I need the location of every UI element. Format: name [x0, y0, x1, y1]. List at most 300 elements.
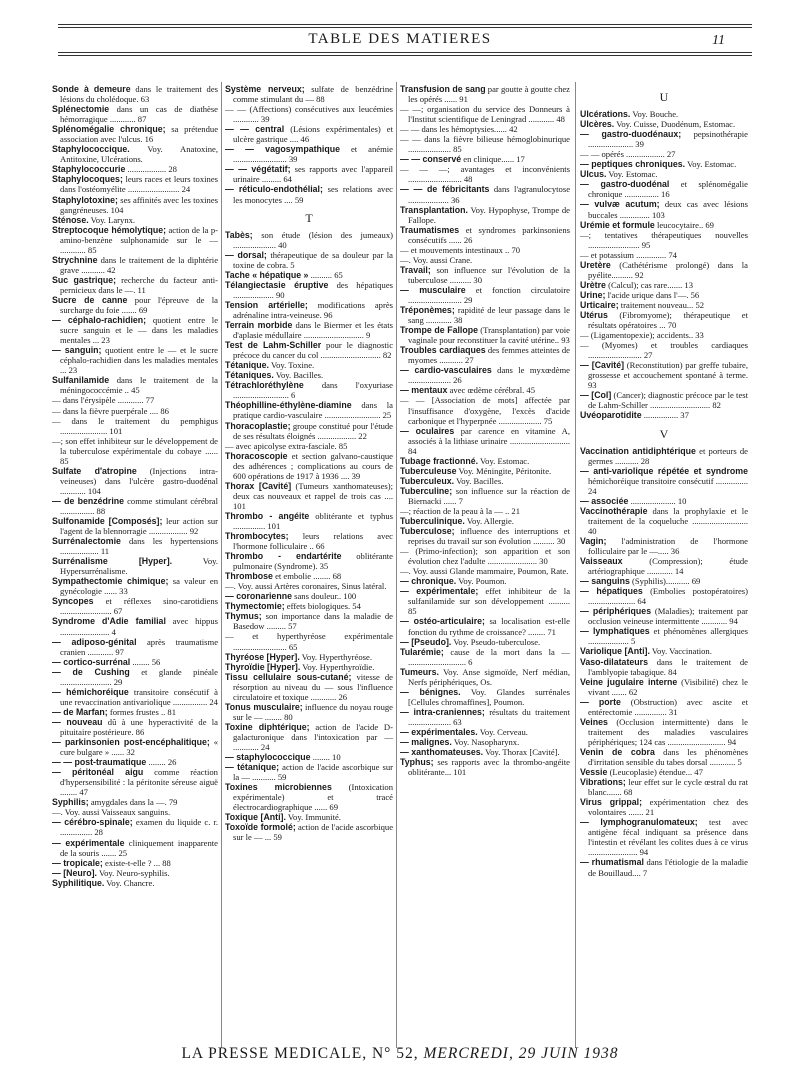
index-entry [580, 556, 748, 576]
index-entry [580, 220, 748, 230]
index-entry [580, 149, 748, 159]
entry-text: —. Voy. aussi Crane. [400, 254, 473, 265]
index-entry [400, 616, 570, 636]
entry-heading: — parkinsonien post-encéphalitique; [52, 737, 210, 748]
entry-text: — dans l'érysipèle ............ 77 [52, 395, 155, 406]
index-entry [400, 687, 570, 707]
index-entry [580, 280, 748, 290]
index-entry [52, 406, 218, 416]
index-entry [52, 667, 218, 687]
entry-text: — — (Affections) consécutives aux leucémies ............ 39 [225, 104, 393, 125]
index-entry [580, 330, 748, 340]
index-entry [400, 747, 570, 757]
index-entry [225, 601, 393, 611]
index-entry [400, 305, 570, 325]
index-column-1 [52, 84, 218, 888]
entry-text: (Lésions expérimentales) et ulcère gastrique .... 46 [233, 124, 393, 145]
entry-heading: Vaso-dilatateurs [580, 656, 648, 667]
entry-heading: Traumatismes [400, 224, 460, 235]
entry-text: par goutte à goutte chez les opérés ...... 91 [408, 84, 570, 105]
entry-text: (Calcul); cas rare....... 13 [608, 279, 694, 290]
index-entry [52, 707, 218, 717]
entry-text: sa localisation est-elle fonction du rythme de croissance? ........ 71 [408, 616, 570, 637]
entry-text: quotient entre le — et le sucre céphalo-rachidien dans les maladies mentales ... 23 [60, 345, 218, 376]
index-column-2 [225, 84, 393, 842]
entry-text: Voy. Anse sigmoïde, Nerf médian, Nerfs périphériques, Os. [408, 666, 570, 687]
index-entry [225, 722, 393, 752]
entry-heading: — adiposo-génital [52, 636, 137, 647]
index-column-3 [400, 84, 570, 777]
index-entry [580, 747, 748, 767]
index-entry [52, 436, 218, 466]
entry-heading: Théophilline-éthylène-diamine [225, 400, 352, 411]
index-entry [52, 616, 218, 636]
entry-heading: Staphylococcurie [52, 164, 126, 175]
index-entry [400, 667, 570, 687]
entry-text: ........ 10 [312, 752, 341, 763]
index-entry [400, 385, 570, 395]
entry-text: pepsinothérapie ..................... 39 [588, 129, 748, 150]
entry-heading: Thrombose [225, 571, 273, 582]
entry-text: (Maladies); traitement par occlusion veineuse intermittente ............ 94 [588, 606, 748, 627]
entry-text: son influence sur l'évolution de la tuberculose .......... 30 [408, 264, 570, 285]
index-entry [580, 626, 748, 646]
index-entry [225, 144, 393, 164]
entry-text: l'acide urique dans l'—. 56 [607, 289, 700, 300]
entry-text: Voy. Anatoxine, Antitoxine, Ulcérations. [60, 144, 219, 165]
entry-text: action de l'acide ascorbique sur la — ........... 59 [233, 762, 393, 783]
index-entry [400, 516, 570, 526]
entry-text: ........ 56 [132, 656, 161, 667]
entry-text: Voy. Toxine. [271, 360, 315, 371]
entry-text: groupe constitué pour l'étude de ses résultats éloignés .................. 22 [233, 420, 393, 441]
entry-heading: — céphalo-rachidien; [52, 315, 147, 326]
entry-text: influence du noyau rouge sur le — ........ 80 [233, 701, 393, 722]
entry-heading: — mentaux [400, 385, 448, 396]
entry-text: leur action sur l'agent de la blennorragie .................. 92 [60, 516, 218, 537]
entry-heading: Staphylocoques; [52, 174, 123, 185]
entry-text: son influence sur la réaction de Biernacki ...... 7 [408, 485, 570, 506]
entry-text: oblitérante et typhus ............... 101 [233, 510, 393, 531]
entry-text: oblitérante pulmonaire (Syndrome). 35 [233, 551, 393, 572]
entry-text: Voy. Hyperthyréose. [301, 651, 372, 662]
entry-text: quotient entre le sucre sanguin et le — dans les maladies mentales ... 23 [60, 315, 219, 346]
entry-heading: — vulvæ acutum; [580, 199, 660, 210]
entry-text: et fonction circulatoire ......................... 29 [408, 284, 570, 305]
index-entry [400, 84, 570, 104]
index-entry [52, 797, 218, 807]
index-entry [400, 205, 570, 225]
entry-text: — — [Association de mots] affectée par l'insuffisance d'oxygène, l'excès d'acide carbonique et l'hyperpnée .................... 75 [400, 395, 570, 426]
entry-text: dans l'étiologie de la maladie de Bouillaud.... 7 [588, 857, 748, 878]
index-entry [580, 606, 748, 626]
entry-heading: Vibrations; [580, 777, 626, 788]
entry-text: et section galvano-caustique des adhérences ; complications au cours de 600 opérations de 1917 à 1936 .... 39 [233, 450, 393, 481]
index-entry [225, 270, 393, 280]
entry-text: son importance dans la maladie de Basedow ......... 57 [233, 611, 393, 632]
index-entry [225, 631, 393, 651]
entry-text: sa valeur en gynécologie ...... 33 [60, 576, 218, 597]
index-entry [400, 727, 570, 737]
index-entry [52, 596, 218, 616]
entry-heading: — chronique. [400, 576, 457, 587]
entry-text: — dans la fièvre puerpérale .... 86 [52, 405, 169, 416]
index-entry [400, 637, 570, 647]
index-entry [52, 315, 218, 345]
index-entry [400, 526, 570, 546]
index-entry [580, 300, 748, 310]
index-entry [400, 395, 570, 425]
index-entry [52, 757, 218, 767]
entry-heading: — cardio-vasculaires [400, 365, 492, 376]
entry-text: dans le traitement de l'amblyopie tabagique. 84 [588, 656, 748, 677]
index-entry [400, 345, 570, 365]
entry-heading: Splénectomie [52, 104, 110, 115]
entry-text: et glande pinéale ........................ 29 [60, 666, 218, 687]
index-entry [225, 752, 393, 762]
entry-heading: Urine; [580, 289, 606, 300]
index-entry [400, 225, 570, 245]
entry-text: deux cas avec lésions buccales .............. 103 [588, 199, 748, 220]
entry-heading: Tréponèmes; [400, 305, 455, 316]
section-letter: V [659, 426, 669, 441]
entry-text: leur effet sur le cycle œstral du rat blanc....... 68 [588, 777, 748, 798]
entry-text: —. Voy. aussi Artères coronaires, Sinus latéral. [225, 581, 387, 592]
entry-text: effet inhibiteur de la sulfanilamide sur son développement .......... 85 [408, 586, 571, 617]
entry-text: Voy. Bacilles. [275, 370, 324, 381]
entry-heading: Variolique [Anti]. [580, 646, 650, 657]
index-entry [52, 225, 218, 255]
entry-heading: Syncopes [52, 596, 94, 607]
entry-heading: Thymus; [225, 611, 262, 622]
entry-heading: Uvéoparotidite [580, 410, 642, 421]
entry-text: leurs relations avec l'hormone folliculaire .. 66 [233, 531, 393, 552]
entry-heading: Sympathectomie chimique; [52, 576, 169, 587]
index-entry [225, 280, 393, 300]
entry-heading: Urémie et formule [580, 219, 655, 230]
index-entry [52, 496, 218, 516]
entry-heading: — [Neuro]. [52, 867, 97, 878]
index-entry [580, 360, 748, 390]
entry-text: (Cathétérisme prolongé) dans la pyélite.......... 92 [588, 259, 748, 280]
entry-text: « cure bulgare » ...... 32 [60, 737, 219, 758]
index-entry [400, 184, 570, 204]
index-entry [400, 285, 570, 305]
entry-text: — — opérés .................. 27 [580, 149, 676, 160]
entry-heading: — — central [225, 124, 285, 135]
index-entry [52, 174, 218, 194]
entry-text: Voy. Estomac. [608, 169, 658, 180]
entry-text: Voy. Hypophyse, Trompe de Fallope. [408, 204, 570, 225]
index-entry [580, 506, 748, 536]
index-entry [52, 195, 218, 215]
index-entry [52, 144, 218, 164]
entry-heading: Tubage fractionné. [400, 455, 479, 466]
index-entry [52, 717, 218, 737]
index-entry [225, 360, 393, 370]
entry-heading: — — conservé [400, 154, 462, 165]
index-entry [580, 496, 748, 506]
entry-text: formes frustes .. 81 [109, 706, 177, 717]
entry-text: —. Voy. aussi Glande mammaire, Poumon, Rate. [400, 566, 569, 577]
entry-heading: Transfusion de sang [400, 84, 486, 94]
entry-heading: Surrénalectomie [52, 536, 121, 547]
entry-heading: Tétaniques. [225, 370, 274, 381]
entry-text: Voy. Nasopharynx. [453, 737, 520, 748]
entry-heading: Thoracoscopie [225, 450, 288, 461]
index-entry [225, 662, 393, 672]
entry-heading: — expérimentale [52, 837, 125, 848]
entry-heading: Toxique [Anti]. [225, 812, 286, 823]
index-entry [400, 737, 570, 747]
entry-heading: — musculaire [400, 284, 466, 295]
entry-text: avec hippus ....................... 4 [60, 616, 218, 637]
entry-heading: Ulcus. [580, 169, 607, 180]
index-entry [580, 717, 748, 747]
index-entry [580, 576, 748, 586]
entry-text: expérimentation chez des volontaires ....... 21 [588, 797, 748, 818]
entry-heading: Thrombo - endartérite [225, 551, 342, 562]
entry-heading: Toxine diphtérique; [225, 721, 310, 732]
section-letter: T [305, 210, 313, 225]
index-entry [52, 375, 218, 395]
entry-text: ses relations avec les monocytes .... 59 [233, 184, 393, 205]
entry-heading: — — post-traumatique [52, 757, 147, 768]
entry-text: (Injections intra-veineuses) dans l'ulcère gastro-duodénal ............ 104 [60, 465, 218, 496]
entry-heading: Uretère [580, 259, 611, 270]
entry-text: (Occlusion intermittente) dans le traitement des maladies vasculaires périphériques; 124 cas ........................... 94 [588, 716, 748, 747]
entry-heading: — ostéo-articulaire; [400, 616, 485, 627]
entry-text: dans le traitement de la méningococcémie .. 45 [60, 375, 218, 396]
entry-heading: Tuberculine; [400, 485, 453, 496]
index-entry [225, 441, 393, 451]
entry-heading: — oculaires [400, 425, 455, 436]
entry-text: sans douleur.. 100 [294, 591, 357, 602]
entry-heading: Toxoïde formolé; [225, 822, 296, 833]
index-entry [400, 707, 570, 727]
entry-text: Voy. Estomac. [480, 455, 530, 466]
entry-heading: Tumeurs. [400, 666, 439, 677]
index-entry [225, 611, 393, 631]
entry-heading: Thyréose [Hyper]. [225, 651, 300, 662]
index-entry [400, 506, 570, 516]
entry-heading: Tétanique. [225, 360, 269, 371]
entry-text: —; réaction de la peau à la — .. 21 [400, 505, 521, 516]
index-entry [225, 591, 393, 601]
entry-heading: Utérus [580, 309, 608, 320]
index-entry [580, 586, 748, 606]
entry-heading: Tuberculeuse [400, 465, 457, 476]
entry-heading: — sanguins [580, 576, 630, 587]
header-bottom-rule [58, 52, 752, 53]
entry-text: Voy. Bacilles. [456, 475, 504, 486]
entry-heading: Syphilitique. [52, 877, 105, 888]
index-entry [225, 702, 393, 722]
entry-heading: — péritonéal aigu [52, 767, 144, 778]
index-entry [52, 416, 218, 436]
entry-text: Voy. Pseudo-tuberculose. [453, 636, 541, 647]
index-entry [580, 169, 748, 179]
entry-text: rapidité de leur passage dans le sang ............ 38 [408, 305, 570, 326]
entry-text: action de l'acide ascorbique sur le — ... 59 [233, 822, 394, 843]
entry-text: et splénomégalie chronique ................ 16 [588, 179, 748, 200]
entry-text: transitoire consécutif à une revaccination antivariolique ................ 24 [60, 686, 218, 707]
entry-text: comme réaction d'hypersensibilité : la péritonite séreuse aiguë ........ 47 [60, 767, 218, 798]
entry-text: (Intoxication expérimentale) et tracé électrocardiographique ...... 69 [233, 782, 393, 813]
section-letter: U [659, 90, 669, 104]
entry-text: des femmes atteintes de myomes ........... 27 [408, 345, 570, 366]
entry-text: test avec antigène fécal indiquant sa présence dans l'intestin et révélant les colites dues à ce virus ....................... 94 [588, 817, 748, 858]
entry-text: — (Primo-infection); son apparition et son évolution chez l'adulte ....................... 30 [400, 546, 570, 567]
entry-text: et anémie ......................... 39 [233, 144, 393, 165]
footer-date: MERCREDI, 29 JUIN 1938 [423, 1045, 619, 1062]
entry-text: sulfate de benzédrine comme stimulant du — 88 [233, 84, 393, 105]
entry-text: — dans le traitement du pemphigus ...................... 101 [52, 415, 218, 436]
index-entry [400, 566, 570, 576]
entry-text: existe-t-elle ? ... 88 [105, 857, 171, 868]
entry-text: dans la prophylaxie et le traitement de la coqueluche .......................... 40 [588, 505, 749, 536]
entry-heading: — associée [580, 495, 629, 506]
index-entry [580, 817, 748, 857]
entry-text: après traumatisme cranien ............ 97 [60, 636, 219, 657]
entry-heading: — intra-craniennes; [400, 706, 485, 717]
entry-heading: — réticulo-endothélial; [225, 184, 323, 195]
entry-text: (Obstruction) avec ascite et entérectomie ............... 31 [588, 696, 748, 717]
entry-text: vitesse de résorption au niveau du — sous l'influence circulatoire et toxique ............ 26 [233, 671, 393, 702]
entry-heading: — bénignes. [400, 686, 461, 697]
entry-heading: — malignes. [400, 737, 452, 748]
entry-heading: — hépatiques [580, 586, 643, 597]
entry-text: —; son effet inhibiteur sur le développement de la tuberculose expérimentale du cobaye ...... 85 [52, 435, 218, 466]
entry-text: amygdales dans la —. 79 [90, 797, 178, 808]
index-entry [580, 109, 748, 119]
index-entry [400, 365, 570, 385]
entry-heading: Veine jugulaire interne [580, 676, 678, 687]
index-entry [580, 230, 748, 250]
index-entry [225, 400, 393, 420]
index-entry [52, 817, 218, 837]
entry-heading: Typhus; [400, 757, 434, 768]
entry-text: Voy. Thorax [Cavité]. [485, 747, 560, 758]
entry-heading: Terrain morbide [225, 320, 293, 331]
index-entry [225, 812, 393, 822]
entry-text: (Cancer); diagnostic précoce par le test de Lahm-Schiller ............................ 82 [588, 390, 748, 411]
index-entry [225, 822, 393, 842]
index-entry [580, 119, 748, 129]
index-entry [580, 466, 748, 496]
entry-text: —. Voy. aussi Vaisseaux sanguins. [52, 807, 171, 818]
index-entry [580, 677, 748, 697]
entry-text: (Fibromyome); thérapeutique et résultats opératoires ... 70 [588, 309, 748, 331]
header-top-rule [58, 24, 752, 25]
entry-heading: Vaisseaux [580, 556, 623, 567]
index-entry [52, 556, 218, 576]
entry-heading: Thrombocytes; [225, 531, 289, 542]
entry-heading: Tabès; [225, 229, 253, 240]
entry-heading: Travail; [400, 264, 431, 275]
entry-text: effets biologiques. 54 [286, 601, 361, 612]
index-entry [52, 84, 218, 104]
entry-heading: Strychnine [52, 254, 98, 265]
entry-heading: Thymectomie; [225, 601, 285, 612]
index-entry [400, 546, 570, 566]
entry-text: leucocytaire.. 69 [656, 219, 714, 230]
index-entry [52, 657, 218, 667]
entry-heading: — périphériques [580, 606, 652, 617]
entry-heading: Ulcérations. [580, 109, 631, 120]
entry-heading: Sucre de canne [52, 294, 128, 305]
index-entry [225, 762, 393, 782]
entry-text: dans les hypertensions .................. 11 [60, 536, 218, 557]
entry-text: et embolie ........ 68 [275, 571, 342, 582]
entry-text: — avec apicolyse extra-fasciale. 85 [225, 440, 348, 451]
index-entry [580, 410, 748, 420]
index-entry [400, 757, 570, 777]
index-entry [400, 104, 570, 124]
entry-text: — — —; avantages et inconvénients ......................... 48 [400, 164, 570, 185]
header-bottom-rule-2 [58, 55, 752, 56]
entry-text: (Visibilité) chez le vivant ....... 62 [588, 676, 748, 697]
index-entry [225, 421, 393, 441]
index-entry [400, 426, 570, 456]
entry-heading: Splénomégalie chronique; [52, 124, 166, 135]
column-divider [221, 82, 222, 1048]
entry-text: — et hyperthyréose expérimentale ......................... 65 [225, 631, 393, 652]
entry-text: et porteurs de germes ........... 28 [588, 445, 748, 466]
entry-text: examen du liquide c. r. ............... 28 [60, 817, 219, 838]
index-entry [225, 571, 393, 581]
entry-heading: Surrénalisme [Hyper]. [52, 556, 173, 567]
entry-text: hémichoréique transitoire consécutif ............... 24 [588, 475, 748, 496]
index-column-4 [580, 84, 748, 878]
index-entry [225, 300, 393, 320]
entry-text: Voy. Neuro-syphilis. [98, 867, 170, 878]
entry-text: leurs races et leurs toxines dans l'ostéomyélite ........................ 24 [60, 174, 218, 195]
entry-heading: Tuberculinique. [400, 516, 465, 527]
entry-text: Voy. Hyperthyroïdie. [302, 661, 375, 672]
entry-text: (Compression); étude artériographique ............ 14 [588, 556, 748, 577]
entry-heading: Syphilis; [52, 797, 89, 808]
entry-heading: Tonus musculaire; [225, 701, 303, 712]
index-entry [225, 250, 393, 270]
entry-heading: — [Pseudo]. [400, 636, 452, 647]
entry-text: (Embolies postopératoires) ...................... 64 [588, 586, 749, 607]
entry-heading: Tissu cellulaire sous-cutané; [225, 671, 352, 682]
entry-heading: Tuberculeux. [400, 475, 455, 486]
entry-heading: — lymphatiques [580, 626, 650, 637]
entry-heading: Urètre [580, 279, 606, 290]
index-entry [52, 838, 218, 858]
entry-text: thérapeutique de sa douleur par la toxine de cobra. 5 [233, 249, 393, 270]
index-entry [400, 265, 570, 285]
index-entry [225, 84, 393, 104]
entry-text: action de la p-amino-benzène sulphonamide sur le — ............ 85 [60, 224, 218, 255]
entry-text: Voy. Cuisse, Duodénum, Estomac. [616, 119, 736, 130]
entry-heading: Veines [580, 716, 608, 727]
entry-text: résultats du traitement .................... 63 [408, 706, 570, 727]
index-entry [580, 767, 748, 777]
entry-text: .......... 65 [310, 269, 343, 280]
index-entry [400, 647, 570, 667]
index-entry [580, 646, 748, 656]
index-entry [400, 134, 570, 154]
entry-heading: Vaccination antidiphtérique [580, 445, 696, 456]
index-entry [580, 260, 748, 280]
entry-heading: Troubles cardiaques [400, 345, 486, 356]
entry-heading: — gastro-duodénaux; [580, 129, 682, 140]
entry-heading: Venin de cobra [580, 746, 655, 757]
entry-heading: — — de fébricitants [400, 184, 490, 195]
